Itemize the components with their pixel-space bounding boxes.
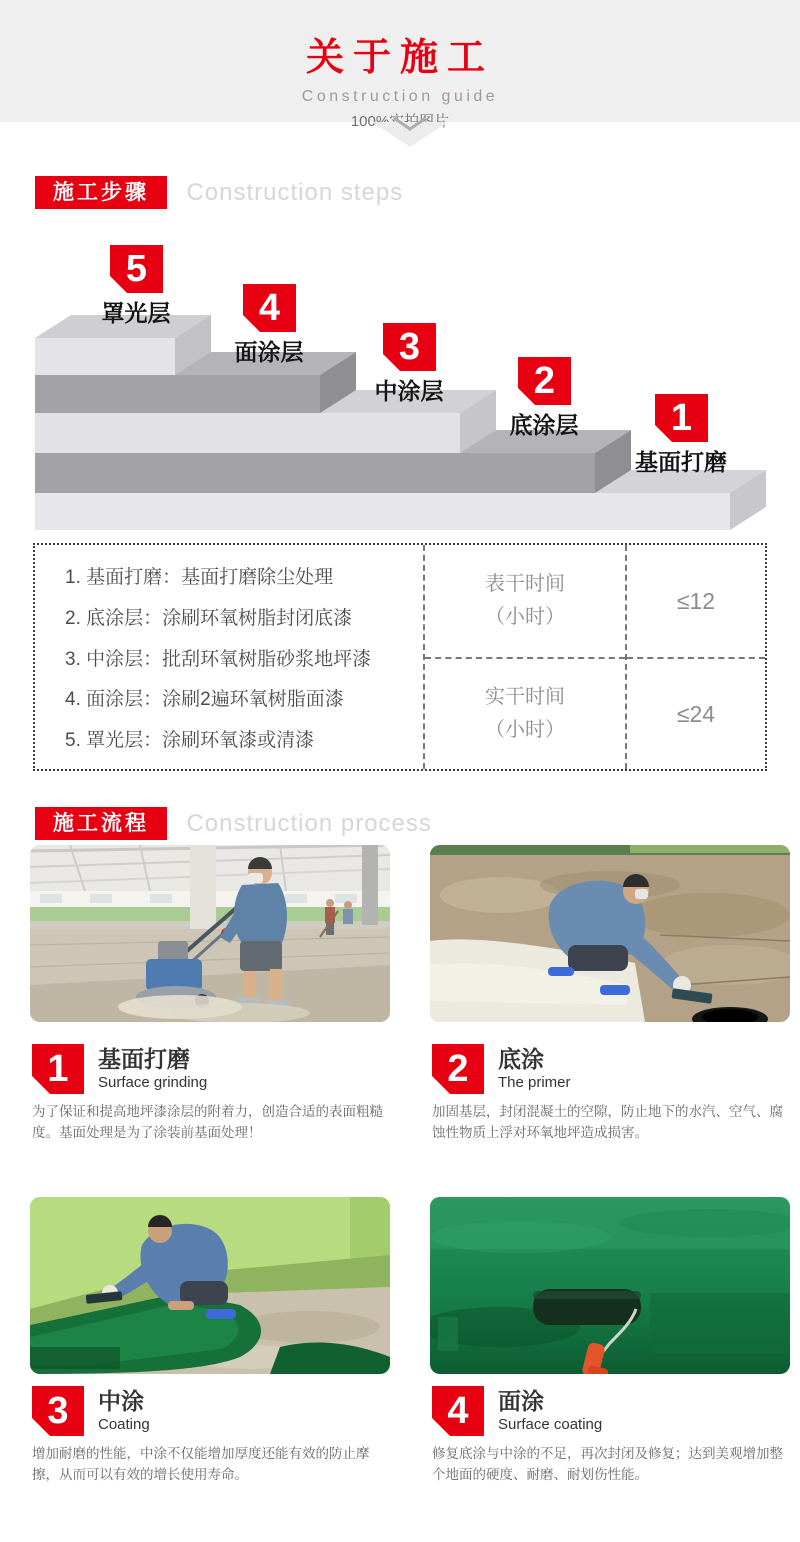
spec-steps-list bbox=[35, 545, 423, 769]
card-description: 加固基层，封闭混凝土的空隙，防止地下的水汽、空气、腐蚀性物质上浮对环氧地坪造成损害。 bbox=[432, 1104, 783, 1140]
step-number-badge: 1 bbox=[655, 394, 708, 442]
card-subtitle: Surface coating bbox=[498, 1416, 603, 1433]
spec-time-values bbox=[625, 545, 765, 769]
section-badge-process: 施工流程 bbox=[35, 807, 167, 840]
spec-step-item: 2. 底涂层：涂刷环氧树脂封闭底漆 bbox=[65, 607, 353, 629]
step-label: 面涂层 bbox=[234, 339, 304, 365]
card-subtitle: Surface grinding bbox=[98, 1074, 208, 1091]
page-subtitle: Construction guide bbox=[301, 88, 499, 105]
step-label: 罩光层 bbox=[101, 300, 171, 326]
card-number-badge: 2 bbox=[432, 1044, 484, 1094]
section-header-process bbox=[35, 807, 432, 840]
step-number-badge: 2 bbox=[518, 357, 571, 405]
primer-coat-photo bbox=[430, 845, 790, 1022]
card-title: 中涂 bbox=[98, 1388, 144, 1414]
card-subtitle: The primer bbox=[498, 1074, 571, 1091]
spec-step-item: 1. 基面打磨：基面打磨除尘处理 bbox=[65, 567, 334, 588]
step-number-badge: 4 bbox=[243, 284, 296, 332]
spec-table bbox=[33, 543, 767, 771]
card-subtitle: Coating bbox=[98, 1416, 150, 1433]
card-title: 底涂 bbox=[498, 1046, 544, 1072]
card-description: 为了保证和提高地坪漆涂层的附着力，创造合适的表面粗糙度。基面处理是为了涂装前基面处理！ bbox=[32, 1104, 383, 1140]
spec-step-item: 4. 面涂层：涂刷2遍环氧树脂面漆 bbox=[65, 689, 344, 711]
section-badge-steps: 施工步骤 bbox=[35, 176, 167, 209]
page-tagline: 100%实拍图片 bbox=[350, 113, 450, 130]
surface-dry-label: 表干时间 （小时） bbox=[485, 573, 565, 628]
middle-coat-photo bbox=[30, 1197, 390, 1374]
process-card bbox=[32, 1044, 394, 1143]
card-number-badge: 1 bbox=[32, 1044, 84, 1094]
floor-grinding-photo bbox=[30, 845, 390, 1022]
top-coat-roller-photo bbox=[430, 1197, 790, 1374]
card-title: 基面打磨 bbox=[98, 1046, 190, 1072]
spec-step-item: 5. 罩光层：涂刷环氧漆或清漆 bbox=[65, 730, 315, 751]
step-number-badge: 3 bbox=[383, 323, 436, 371]
section-header-steps bbox=[35, 176, 403, 209]
section-english-steps: Construction steps bbox=[186, 178, 404, 206]
card-description: 增加耐磨的性能，中涂不仅能增加厚度还能有效的防止摩擦，从而可以有效的增长使用寿命。 bbox=[32, 1446, 370, 1482]
process-card bbox=[432, 1386, 794, 1485]
surface-dry-value: ≤12 bbox=[676, 587, 716, 614]
card-description: 修复底涂与中涂的不足，再次封闭及修复；达到美观增加整个地面的硬度、耐磨、耐划伤性能。 bbox=[432, 1446, 783, 1482]
hero-banner bbox=[0, 0, 800, 130]
chevron-down-icon bbox=[392, 115, 428, 133]
step-label: 中涂层 bbox=[374, 378, 444, 404]
process-card bbox=[32, 1386, 394, 1485]
card-title: 面涂 bbox=[498, 1388, 544, 1414]
card-number-badge: 4 bbox=[432, 1386, 484, 1436]
spec-time-labels bbox=[423, 545, 625, 769]
hard-dry-label: 实干时间 （小时） bbox=[425, 657, 625, 769]
step-label: 基面打磨 bbox=[635, 449, 727, 475]
step-number-badge: 5 bbox=[110, 245, 163, 293]
step-label: 底涂层 bbox=[509, 412, 579, 438]
process-card bbox=[432, 1044, 794, 1143]
card-number-badge: 3 bbox=[32, 1386, 84, 1436]
staircase-diagram bbox=[35, 240, 767, 540]
spec-step-item: 3. 中涂层：批刮环氧树脂砂浆地坪漆 bbox=[65, 648, 372, 670]
hard-dry-value: ≤24 bbox=[627, 657, 765, 769]
section-english-process: Construction process bbox=[186, 809, 432, 837]
page-title: 关于施工 bbox=[305, 37, 494, 79]
